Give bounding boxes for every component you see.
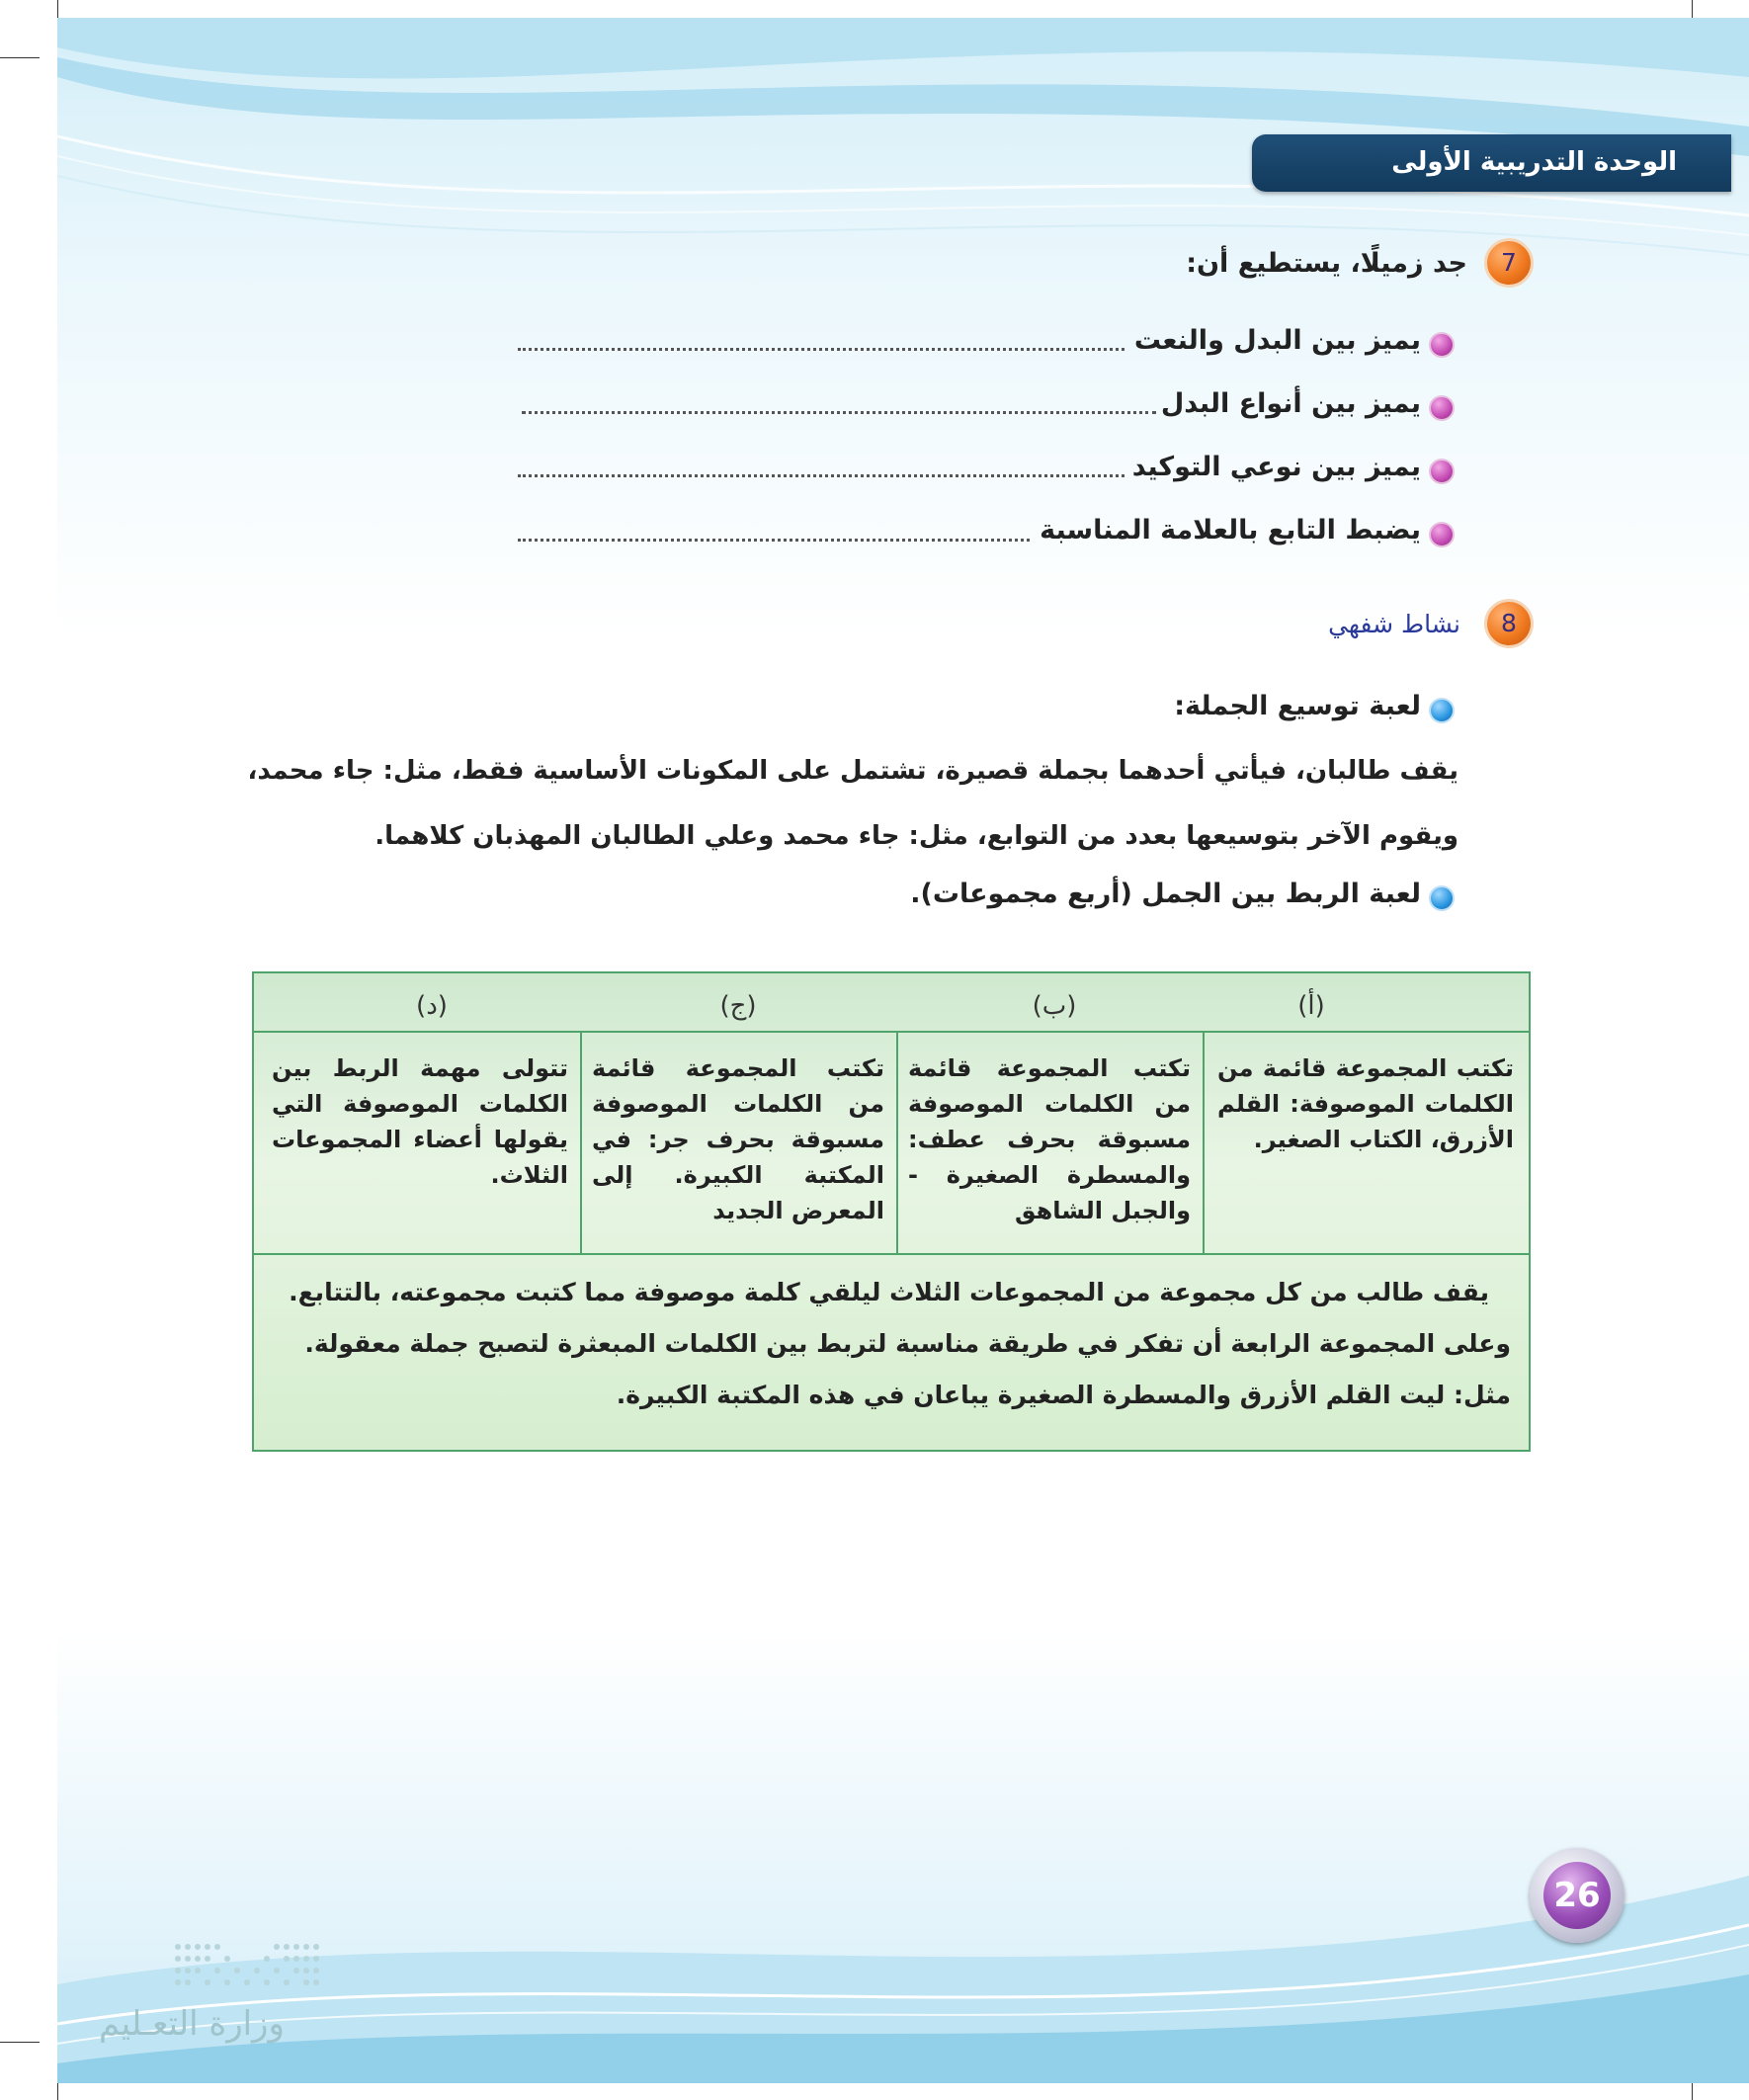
- pink-bullet-icon: [1429, 332, 1455, 358]
- blue-bullet-icon: [1429, 698, 1455, 723]
- table-divider: [1203, 1031, 1205, 1253]
- table-divider: [580, 1031, 582, 1253]
- answer-dotted-line: [522, 409, 1156, 414]
- game-1-description-line-1: يقف طالبان، فيأتي أحدهما بجملة قصيرة، تشتمل على المكونات الأساسية فقط، مثل: جاء محمد،: [247, 756, 1458, 786]
- game-2-title: لعبة الربط بين الجمل (أربع مجموعات).: [910, 879, 1421, 909]
- ministry-logo-text: وزارة التعـليم: [99, 2004, 285, 2044]
- table-header: (ج): [719, 991, 757, 1021]
- table-footer-line: وعلى المجموعة الرابعة أن تفكر في طريقة مناسبة لتربط بين الكلمات المبعثرة لتصبح جملة معقولة.: [304, 1329, 1511, 1358]
- pink-bullet-icon: [1429, 522, 1455, 547]
- unit-title-banner: [1252, 134, 1731, 192]
- blue-bullet-icon: [1429, 885, 1455, 911]
- table-divider: [254, 1253, 1529, 1255]
- answer-dotted-line: [518, 346, 1124, 351]
- table-divider: [254, 1031, 1529, 1033]
- answer-dotted-line: [518, 472, 1124, 477]
- list-item: يميز بين نوعي التوكيد: [1131, 452, 1421, 482]
- table-header: (أ): [1297, 991, 1325, 1021]
- page-number: 26: [1543, 1862, 1611, 1929]
- table-cell: تكتب المجموعة قائمة من الكلمات الموصوفة مسبوقة بحرف عطف: والمسطرة الصغيرة - والجبل الشاهق: [908, 1054, 1191, 1224]
- section-7-number-badge: 7: [1484, 238, 1534, 288]
- table-cell: تتولى مهمة الربط بين الكلمات الموصوفة التي يقولها أعضاء المجموعات الثلاث.: [272, 1054, 568, 1189]
- pink-bullet-icon: [1429, 395, 1455, 421]
- table-cell: تكتب المجموعة قائمة من الكلمات الموصوفة مسبوقة بحرف جر: في المكتبة الكبيرة. إلى المعرض الجديد: [592, 1054, 884, 1224]
- table-divider: [896, 1031, 898, 1253]
- game-1-description-line-2: ويقوم الآخر بتوسيعها بعدد من التوابع، مثل: جاء محمد وعلي الطالبان المهذبان كلاهما.: [375, 821, 1458, 851]
- crop-mark: [0, 2042, 40, 2043]
- list-item: يميز بين أنواع البدل: [1160, 388, 1421, 419]
- answer-dotted-line: [518, 537, 1030, 542]
- list-item: يميز بين البدل والنعت: [1133, 325, 1421, 356]
- page-number-badge: [1530, 1848, 1624, 1943]
- unit-title: الوحدة التدريبية الأولى: [1391, 147, 1677, 177]
- table-cell: تكتب المجموعة قائمة من الكلمات الموصوفة: القلم الأزرق، الكتاب الصغير.: [1217, 1054, 1514, 1153]
- groups-table: [252, 971, 1531, 1452]
- table-header: (د): [416, 991, 448, 1021]
- section-8-title: نشاط شفهي: [1328, 610, 1460, 638]
- crop-mark: [0, 57, 40, 58]
- table-footer-line: يقف طالب من كل مجموعة من المجموعات الثلاث ليلقي كلمة موصوفة مما كتبت مجموعته، بالتتابع.: [289, 1278, 1489, 1306]
- table-footer-line: مثل: ليت القلم الأزرق والمسطرة الصغيرة يباعان في هذه المكتبة الكبيرة.: [616, 1381, 1511, 1409]
- table-header: (ب): [1032, 991, 1077, 1021]
- section-8-number-badge: 8: [1484, 599, 1534, 648]
- section-7-title: جد زميلًا، يستطيع أن:: [1186, 248, 1467, 279]
- pink-bullet-icon: [1429, 459, 1455, 484]
- list-item: يضبط التابع بالعلامة المناسبة: [1040, 515, 1421, 546]
- game-1-title: لعبة توسيع الجملة:: [1174, 691, 1421, 721]
